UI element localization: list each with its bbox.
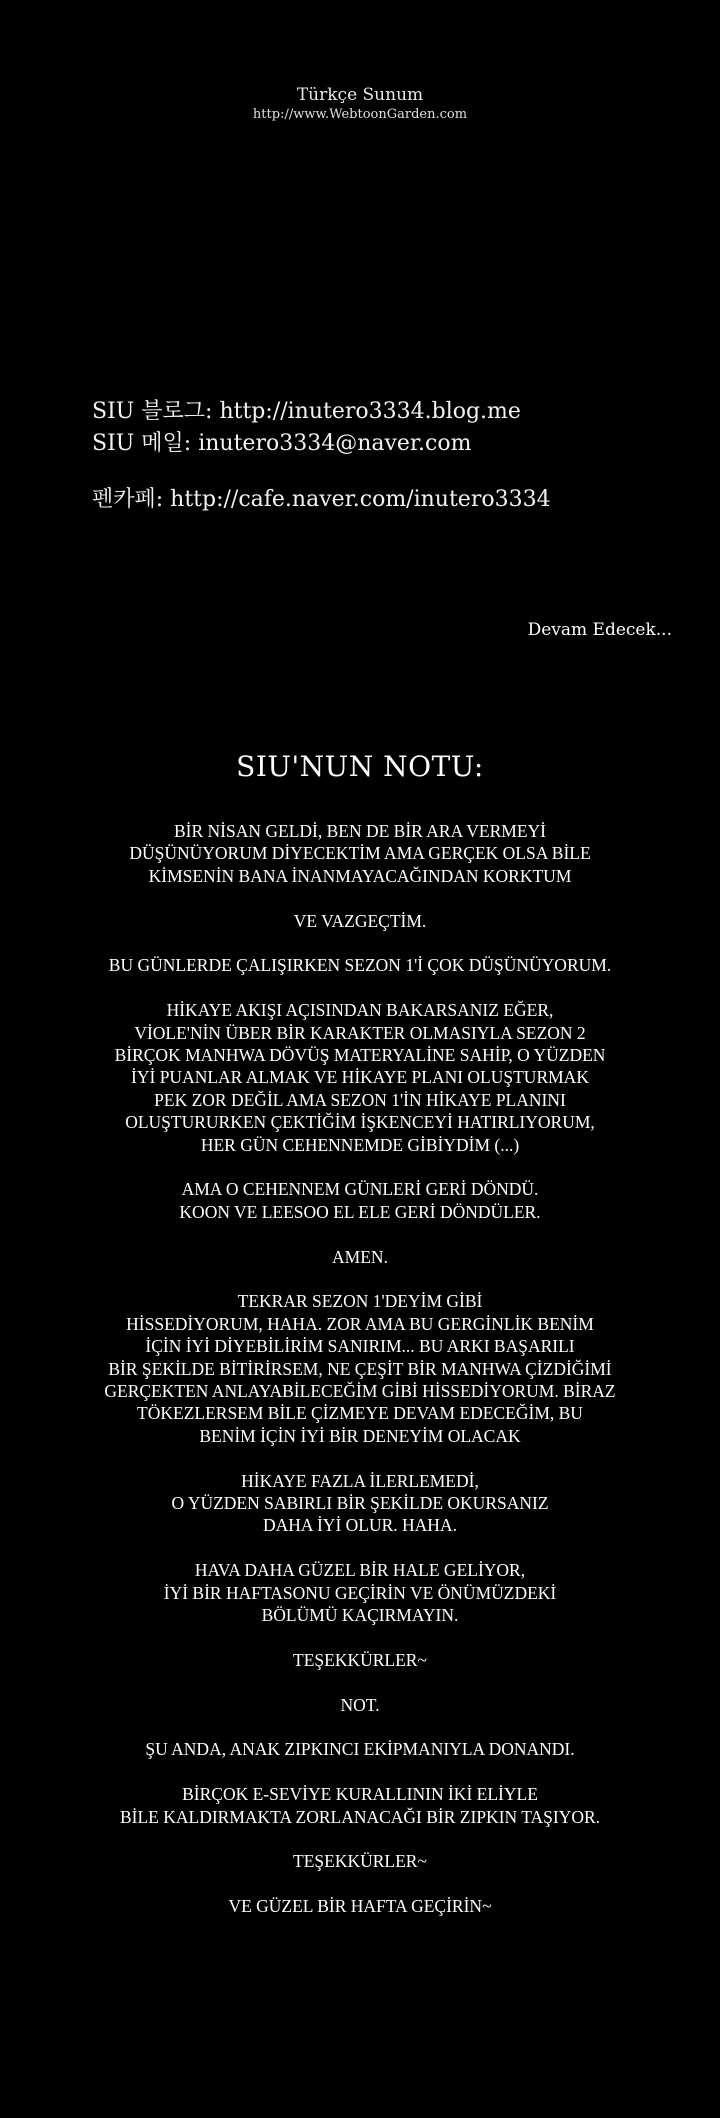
author-mail-line: SIU 메일: inutero3334@naver.com [92,431,472,456]
note-line: O YÜZDEN SABIRLI BİR ŞEKİLDE OKURSANIZ [171,1493,549,1514]
note-paragraph [60,954,660,976]
note-line: BİR NİSAN GELDİ, BEN DE BİR ARA VERMEYİ [173,821,547,841]
note-paragraph [60,1738,660,1760]
note-paragraph [60,820,660,887]
note-line: VE VAZGEÇTİM. [293,910,427,931]
contact-spacer [92,460,551,484]
note-line: HİSSEDİYORUM, HAHA. ZOR AMA BU GERGİNLİK BENİM [126,1313,594,1334]
credit-title: Türkçe Sunum [296,85,424,105]
note-line: BENİM İÇİN İYİ BİR DENEYİM OLACAK [199,1425,521,1446]
translation-credit [0,84,720,123]
author-blog-line: SIU 블로그: http://inutero3334.blog.me [92,399,521,424]
note-line: OLUŞTURURKEN ÇEKTİĞİM İŞKENCEYİ HATIRLIYORUM, [125,1112,595,1133]
note-line: ŞU ANDA, ANAK ZIPKINCI EKİPMANIYLA DONANDI. [145,1739,575,1760]
note-line: VİOLE'NİN ÜBER BİR KARAKTER OLMASIYLA SEZON 2 [134,1022,586,1043]
note-line: TEŞEKKÜRLER~ [293,1851,427,1872]
note-line: BÖLÜMÜ KAÇIRMAYIN. [261,1605,459,1626]
to-be-continued-label: Devam Edecek... [527,620,672,640]
note-line: HİKAYE FAZLA İLERLEMEDİ, [241,1470,479,1491]
note-paragraph [60,999,660,1156]
note-paragraph [60,1694,660,1716]
author-cafe-line: 펜카페: http://cafe.naver.com/inutero3334 [92,487,551,512]
note-line: HER GÜN CEHENNEMDE GİBİYDİM (...) [200,1134,520,1155]
note-line: DÜŞÜNÜYORUM DİYECEKTİM AMA GERÇEK OLSA BİLE [129,843,591,864]
note-line: AMA O CEHENNEM GÜNLERİ GERİ DÖNDÜ. [181,1179,539,1200]
note-line: PEK ZOR DEĞİL AMA SEZON 1'İN HİKAYE PLANINI [154,1089,566,1110]
note-paragraph [60,1290,660,1447]
note-line: KİMSENİN BANA İNANMAYACAĞINDAN KORKTUM [148,865,572,886]
note-paragraph [60,1649,660,1671]
note-line: KOON VE LEESOO EL ELE GERİ DÖNDÜLER. [179,1201,541,1222]
note-line: İYİ BİR HAFTASONU GEÇİRİN VE ÖNÜMÜZDEKİ [163,1582,557,1603]
note-line: TEŞEKKÜRLER~ [293,1649,427,1670]
note-line: DAHA İYİ OLUR. HAHA. [263,1515,457,1536]
author-note-title: SIU'NUN NOTU: [236,750,484,783]
note-line: BU GÜNLERDE ÇALIŞIRKEN SEZON 1'İ ÇOK DÜŞÜNÜYORUM. [108,955,612,976]
note-paragraph [60,1850,660,1872]
note-paragraph [60,910,660,932]
note-line: GERÇEKTEN ANLAYABİLECEĞİM GİBİ HİSSEDİYORUM. BİRAZ [104,1381,616,1402]
credit-url: http://www.WebtoonGarden.com [252,107,468,122]
note-line: BİLE KALDIRMAKTA ZORLANACAĞI BİR ZIPKIN TAŞIYOR. [119,1806,601,1827]
note-line: NOT. [340,1694,380,1715]
note-line: TÖKEZLERSEM BİLE ÇİZMEYE DEVAM EDECEĞİM, BU [137,1403,583,1424]
note-line: İYİ PUANLAR ALMAK VE HİKAYE PLANI OLUŞTURMAK [131,1067,589,1088]
note-line: VE GÜZEL BİR HAFTA GEÇİRİN~ [228,1896,492,1917]
note-paragraph [60,1559,660,1626]
note-line: TEKRAR SEZON 1'DEYİM GİBİ [237,1291,483,1312]
note-paragraph [60,1178,660,1223]
author-note-body [60,820,660,1940]
note-line: HAVA DAHA GÜZEL BİR HALE GELİYOR, [194,1560,526,1581]
note-line: AMEN. [332,1246,388,1267]
note-line: BİR ŞEKİLDE BİTİRİRSEM, NE ÇEŞİT BİR MANHWA ÇİZDİĞİMİ [108,1358,612,1379]
note-line: İÇİN İYİ DİYEBİLİRİM SANIRIM... BU ARKI BAŞARILI [145,1336,575,1357]
note-line: BİRÇOK MANHWA DÖVÜŞ MATERYALİNE SAHİP, O YÜZDEN [114,1045,606,1066]
author-contact-block [92,396,551,516]
note-line: HİKAYE AKIŞI AÇISINDAN BAKARSANIZ EĞER, [166,1000,554,1021]
note-paragraph [60,1783,660,1828]
note-line: BİRÇOK E-SEVİYE KURALLININ İKİ ELİYLE [182,1784,538,1805]
note-paragraph [60,1895,660,1917]
note-paragraph [60,1470,660,1537]
note-paragraph [60,1246,660,1268]
